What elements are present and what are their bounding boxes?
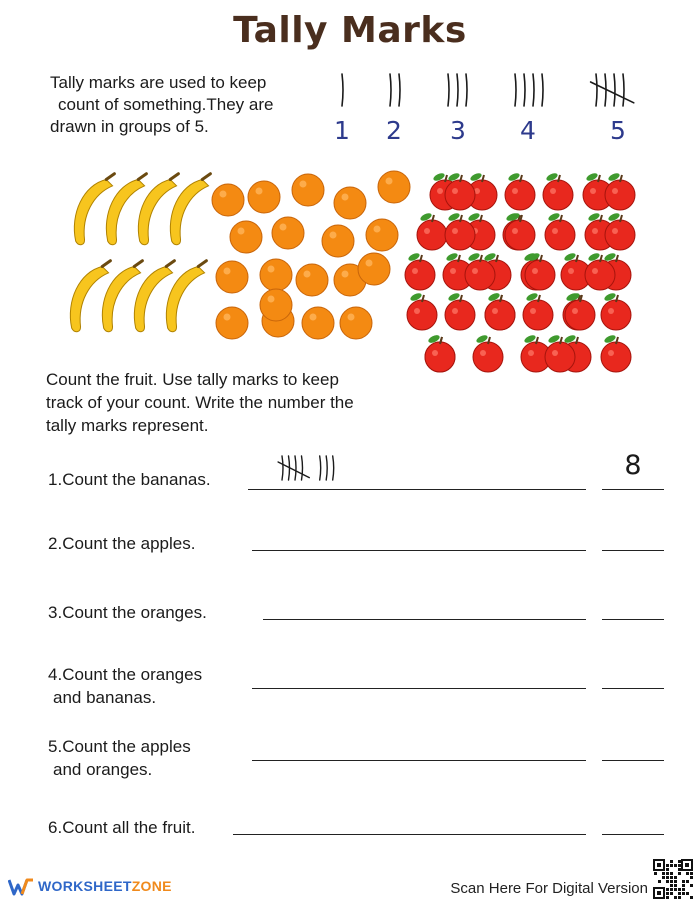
- apple-highlight: [592, 268, 598, 274]
- apple-body: [505, 220, 535, 250]
- scan-text: Scan Here For Digital Version: [450, 880, 648, 897]
- apple-highlight: [452, 228, 458, 234]
- apple: [545, 212, 575, 250]
- qr-module: [666, 868, 669, 871]
- tally-stroke: [542, 74, 543, 106]
- qr-finder-center: [685, 863, 689, 867]
- qr-module: [678, 872, 681, 875]
- qr-module: [686, 892, 689, 895]
- qr-module: [666, 876, 669, 879]
- orange-body: [272, 217, 304, 249]
- apple: [445, 292, 475, 330]
- question-text: Count the bananas.: [62, 470, 211, 489]
- fruit-illustration: [60, 165, 645, 385]
- banana-stem: [134, 259, 142, 268]
- tally-stroke: [515, 74, 516, 106]
- banana-stem: [170, 172, 178, 181]
- qr-module: [662, 872, 665, 875]
- apple-body: [523, 300, 553, 330]
- number-answer-line[interactable]: [602, 619, 664, 620]
- banana-stem: [138, 172, 146, 181]
- qr-module: [674, 880, 677, 883]
- orange-body: [366, 219, 398, 251]
- apple-body: [601, 342, 631, 372]
- apple: [405, 252, 435, 290]
- apple-highlight: [530, 308, 536, 314]
- orange-body: [216, 307, 248, 339]
- apple: [485, 292, 515, 330]
- apple: [605, 212, 635, 250]
- tally-answer-line[interactable]: [252, 688, 586, 689]
- instructions-line: tally marks represent.: [46, 416, 209, 435]
- orange-highlight: [366, 260, 373, 267]
- brand-name-part: WORKSHEET: [38, 878, 132, 894]
- tally-stroke: [390, 74, 391, 106]
- orange-highlight: [300, 181, 307, 188]
- brand-name-part: ZONE: [131, 878, 172, 894]
- tally-group: [390, 74, 400, 106]
- qr-module: [690, 872, 693, 875]
- apple-body: [473, 342, 503, 372]
- apple-highlight: [472, 268, 478, 274]
- tally-stroke: [333, 456, 334, 480]
- apple-body: [445, 300, 475, 330]
- orange: [292, 174, 324, 206]
- tally-group: [278, 456, 309, 480]
- tally-key-number: 3: [450, 116, 466, 145]
- question-text: Count all the fruit.: [62, 818, 196, 837]
- tally-answer-line[interactable]: [233, 834, 586, 835]
- tally-stroke: [533, 74, 534, 106]
- tally-key-number: 2: [386, 116, 402, 145]
- worksheetzone-logo-icon: [8, 878, 34, 896]
- apple-highlight: [552, 350, 558, 356]
- orange-highlight: [348, 314, 355, 321]
- tally-key-number: 1: [334, 116, 350, 145]
- question-text: Count the oranges.: [62, 603, 207, 622]
- orange: [248, 181, 280, 213]
- apple: [425, 334, 455, 372]
- orange: [322, 225, 354, 257]
- qr-module: [666, 892, 669, 895]
- apple: [601, 292, 631, 330]
- qr-module: [674, 896, 677, 899]
- number-answer-line[interactable]: [602, 834, 664, 835]
- orange: [296, 264, 328, 296]
- apple-body: [445, 220, 475, 250]
- apple-body: [445, 180, 475, 210]
- orange-highlight: [374, 226, 381, 233]
- qr-module: [674, 884, 677, 887]
- question-5: [48, 735, 191, 781]
- tally-stroke: [623, 74, 624, 106]
- apple-highlight: [612, 188, 618, 194]
- orange-highlight: [342, 271, 349, 278]
- qr-finder-center: [657, 891, 661, 895]
- question-text: and bananas.: [53, 688, 157, 707]
- apple-body: [405, 260, 435, 290]
- qr-module: [662, 876, 665, 879]
- orange-body: [292, 174, 324, 206]
- orange: [334, 187, 366, 219]
- apple-highlight: [528, 350, 534, 356]
- apple-highlight: [512, 228, 518, 234]
- orange-highlight: [386, 178, 393, 185]
- orange: [260, 289, 292, 321]
- question-number: 5.: [48, 737, 63, 756]
- intro-line: count of something.They are: [58, 95, 274, 114]
- orange-highlight: [304, 271, 311, 278]
- question-text: Count the apples.: [62, 534, 196, 553]
- tally-stroke: [457, 74, 458, 106]
- apple: [473, 334, 503, 372]
- tally-stroke: [342, 74, 343, 106]
- question-number: 2.: [48, 534, 63, 553]
- tally-stroke: [466, 74, 467, 106]
- orange: [358, 253, 390, 285]
- qr-module: [666, 880, 669, 883]
- qr-module: [666, 896, 669, 899]
- orange: [230, 221, 262, 253]
- apple-body: [545, 220, 575, 250]
- question-text: and oranges.: [53, 760, 153, 779]
- apple: [543, 172, 573, 210]
- apple-highlight: [552, 228, 558, 234]
- apple: [605, 172, 635, 210]
- orange-body: [212, 184, 244, 216]
- qr-module: [682, 880, 685, 883]
- apple-highlight: [568, 268, 574, 274]
- tally-key: [328, 70, 668, 150]
- tally-stroke: [320, 456, 321, 480]
- apple-body: [601, 300, 631, 330]
- apple-highlight: [432, 350, 438, 356]
- apple-body: [565, 300, 595, 330]
- orange: [340, 307, 372, 339]
- tally-group: [342, 74, 343, 106]
- orange-highlight: [280, 224, 287, 231]
- apple-highlight: [590, 188, 596, 194]
- question-6: [48, 816, 195, 839]
- question-number: 4.: [48, 665, 63, 684]
- apple-highlight: [608, 308, 614, 314]
- qr-module: [678, 888, 681, 891]
- qr-module: [678, 868, 681, 871]
- apple-highlight: [512, 188, 518, 194]
- tally-group: [591, 74, 634, 106]
- apple: [445, 172, 475, 210]
- tally-group: [320, 456, 334, 480]
- apple-body: [543, 180, 573, 210]
- banana-stem: [202, 172, 210, 181]
- instructions-text: [46, 368, 406, 437]
- orange-highlight: [224, 314, 231, 321]
- orange-highlight: [224, 268, 231, 275]
- orange: [366, 219, 398, 251]
- apple-body: [605, 220, 635, 250]
- orange-body: [216, 261, 248, 293]
- qr-module: [682, 884, 685, 887]
- orange-body: [230, 221, 262, 253]
- apple-highlight: [612, 228, 618, 234]
- apple-highlight: [424, 228, 430, 234]
- qr-module: [686, 880, 689, 883]
- qr-module: [670, 876, 673, 879]
- orange-highlight: [342, 194, 349, 201]
- question-1: [48, 468, 211, 491]
- tally-group: [515, 74, 543, 106]
- qr-module: [690, 884, 693, 887]
- tally-stroke: [524, 74, 525, 106]
- orange-body: [260, 259, 292, 291]
- apple-highlight: [414, 308, 420, 314]
- qr-module: [682, 888, 685, 891]
- banana-stem: [102, 259, 110, 268]
- intro-text: [50, 72, 320, 138]
- intro-line: drawn in groups of 5.: [50, 117, 209, 136]
- orange-highlight: [268, 296, 275, 303]
- qr-module: [682, 892, 685, 895]
- orange-highlight: [310, 314, 317, 321]
- qr-module: [654, 872, 657, 875]
- question-text: Count the apples: [62, 737, 191, 756]
- apple-highlight: [412, 268, 418, 274]
- qr-code-icon[interactable]: [652, 858, 694, 900]
- tally-answer-line[interactable]: [248, 489, 586, 490]
- tally-stroke: [399, 74, 400, 106]
- apple-highlight: [480, 350, 486, 356]
- qr-module: [666, 864, 669, 867]
- qr-module: [670, 892, 673, 895]
- tally-stroke: [326, 456, 327, 480]
- orange: [378, 171, 410, 203]
- orange-highlight: [238, 228, 245, 235]
- apple-highlight: [550, 188, 556, 194]
- tally-stroke: [282, 456, 283, 480]
- qr-module: [670, 884, 673, 887]
- qr-module: [666, 888, 669, 891]
- orange-highlight: [268, 266, 275, 273]
- number-answer-line[interactable]: [602, 489, 664, 490]
- number-answer-line[interactable]: [602, 760, 664, 761]
- tally-stroke: [448, 74, 449, 106]
- qr-module: [670, 880, 673, 883]
- qr-module: [678, 892, 681, 895]
- apple-highlight: [492, 308, 498, 314]
- orange-highlight: [330, 232, 337, 239]
- fruit-picture: [60, 165, 645, 385]
- qr-module: [670, 872, 673, 875]
- apple-body: [417, 220, 447, 250]
- tally-key-number: 4: [520, 116, 536, 145]
- apple: [525, 252, 555, 290]
- number-answer: 8: [624, 450, 642, 481]
- tally-answer-line[interactable]: [252, 550, 586, 551]
- apple-highlight: [532, 268, 538, 274]
- apple-body: [505, 180, 535, 210]
- qr-module: [670, 888, 673, 891]
- apple: [407, 292, 437, 330]
- apple: [523, 292, 553, 330]
- banana-stem: [166, 259, 174, 268]
- question-number: 3.: [48, 603, 63, 622]
- orange-body: [340, 307, 372, 339]
- apple-highlight: [608, 350, 614, 356]
- orange: [216, 261, 248, 293]
- qr-module: [686, 872, 689, 875]
- question-text: Count the oranges: [62, 665, 203, 684]
- apple-highlight: [450, 268, 456, 274]
- question-number: 1.: [48, 470, 63, 489]
- apple: [417, 212, 447, 250]
- tally-stroke: [302, 456, 303, 480]
- orange: [260, 259, 292, 291]
- orange-body: [378, 171, 410, 203]
- qr-module: [670, 860, 673, 863]
- apple-body: [525, 260, 555, 290]
- instructions-line: track of your count. Write the number the: [46, 393, 354, 412]
- apple-body: [407, 300, 437, 330]
- apple-highlight: [452, 188, 458, 194]
- qr-module: [678, 896, 681, 899]
- tally-key-number: 5: [610, 116, 626, 145]
- apple-highlight: [572, 308, 578, 314]
- orange: [216, 307, 248, 339]
- apple-highlight: [437, 188, 443, 194]
- tally-stroke: [614, 74, 615, 106]
- apple-body: [425, 342, 455, 372]
- question-3: [48, 601, 207, 624]
- apple-body: [465, 260, 495, 290]
- qr-module: [690, 896, 693, 899]
- brand-logo[interactable]: [8, 878, 172, 896]
- question-1-tally: [270, 452, 380, 486]
- number-answer-line[interactable]: [602, 688, 664, 689]
- tally-group: [448, 74, 467, 106]
- qr-module: [670, 864, 673, 867]
- orange: [212, 184, 244, 216]
- orange-body: [334, 187, 366, 219]
- apple-body: [585, 260, 615, 290]
- banana-stem: [106, 172, 114, 181]
- tally-stroke: [295, 456, 296, 480]
- qr-module: [690, 876, 693, 879]
- banana-stem: [198, 259, 206, 268]
- tally-key-marks: [328, 70, 668, 118]
- instructions-line: Count the fruit. Use tally marks to keep: [46, 370, 339, 389]
- tally-answer-line[interactable]: [252, 760, 586, 761]
- orange: [302, 307, 334, 339]
- apple-highlight: [452, 308, 458, 314]
- tally-answer-line[interactable]: [263, 619, 586, 620]
- apple-body: [485, 300, 515, 330]
- apple: [505, 172, 535, 210]
- question-2: [48, 532, 195, 555]
- apple-highlight: [592, 228, 598, 234]
- orange-body: [302, 307, 334, 339]
- apple-body: [545, 342, 575, 372]
- orange-body: [260, 289, 292, 321]
- qr-module: [678, 860, 681, 863]
- number-answer-line[interactable]: [602, 550, 664, 551]
- qr-module: [678, 864, 681, 867]
- orange-body: [296, 264, 328, 296]
- qr-module: [674, 888, 677, 891]
- apple: [601, 334, 631, 372]
- qr-module: [674, 864, 677, 867]
- orange-body: [358, 253, 390, 285]
- orange-highlight: [220, 191, 227, 198]
- orange-body: [248, 181, 280, 213]
- qr-module: [674, 876, 677, 879]
- orange-body: [322, 225, 354, 257]
- qr-module: [658, 880, 661, 883]
- question-4: [48, 663, 202, 709]
- tally-stroke: [596, 74, 597, 106]
- apple-body: [605, 180, 635, 210]
- qr-module: [666, 872, 669, 875]
- orange: [272, 217, 304, 249]
- intro-line: Tally marks are used to keep: [50, 73, 267, 92]
- qr-finder-center: [657, 863, 661, 867]
- orange-highlight: [256, 188, 263, 195]
- question-number: 6.: [48, 818, 63, 837]
- page-title: Tally Marks: [233, 10, 467, 51]
